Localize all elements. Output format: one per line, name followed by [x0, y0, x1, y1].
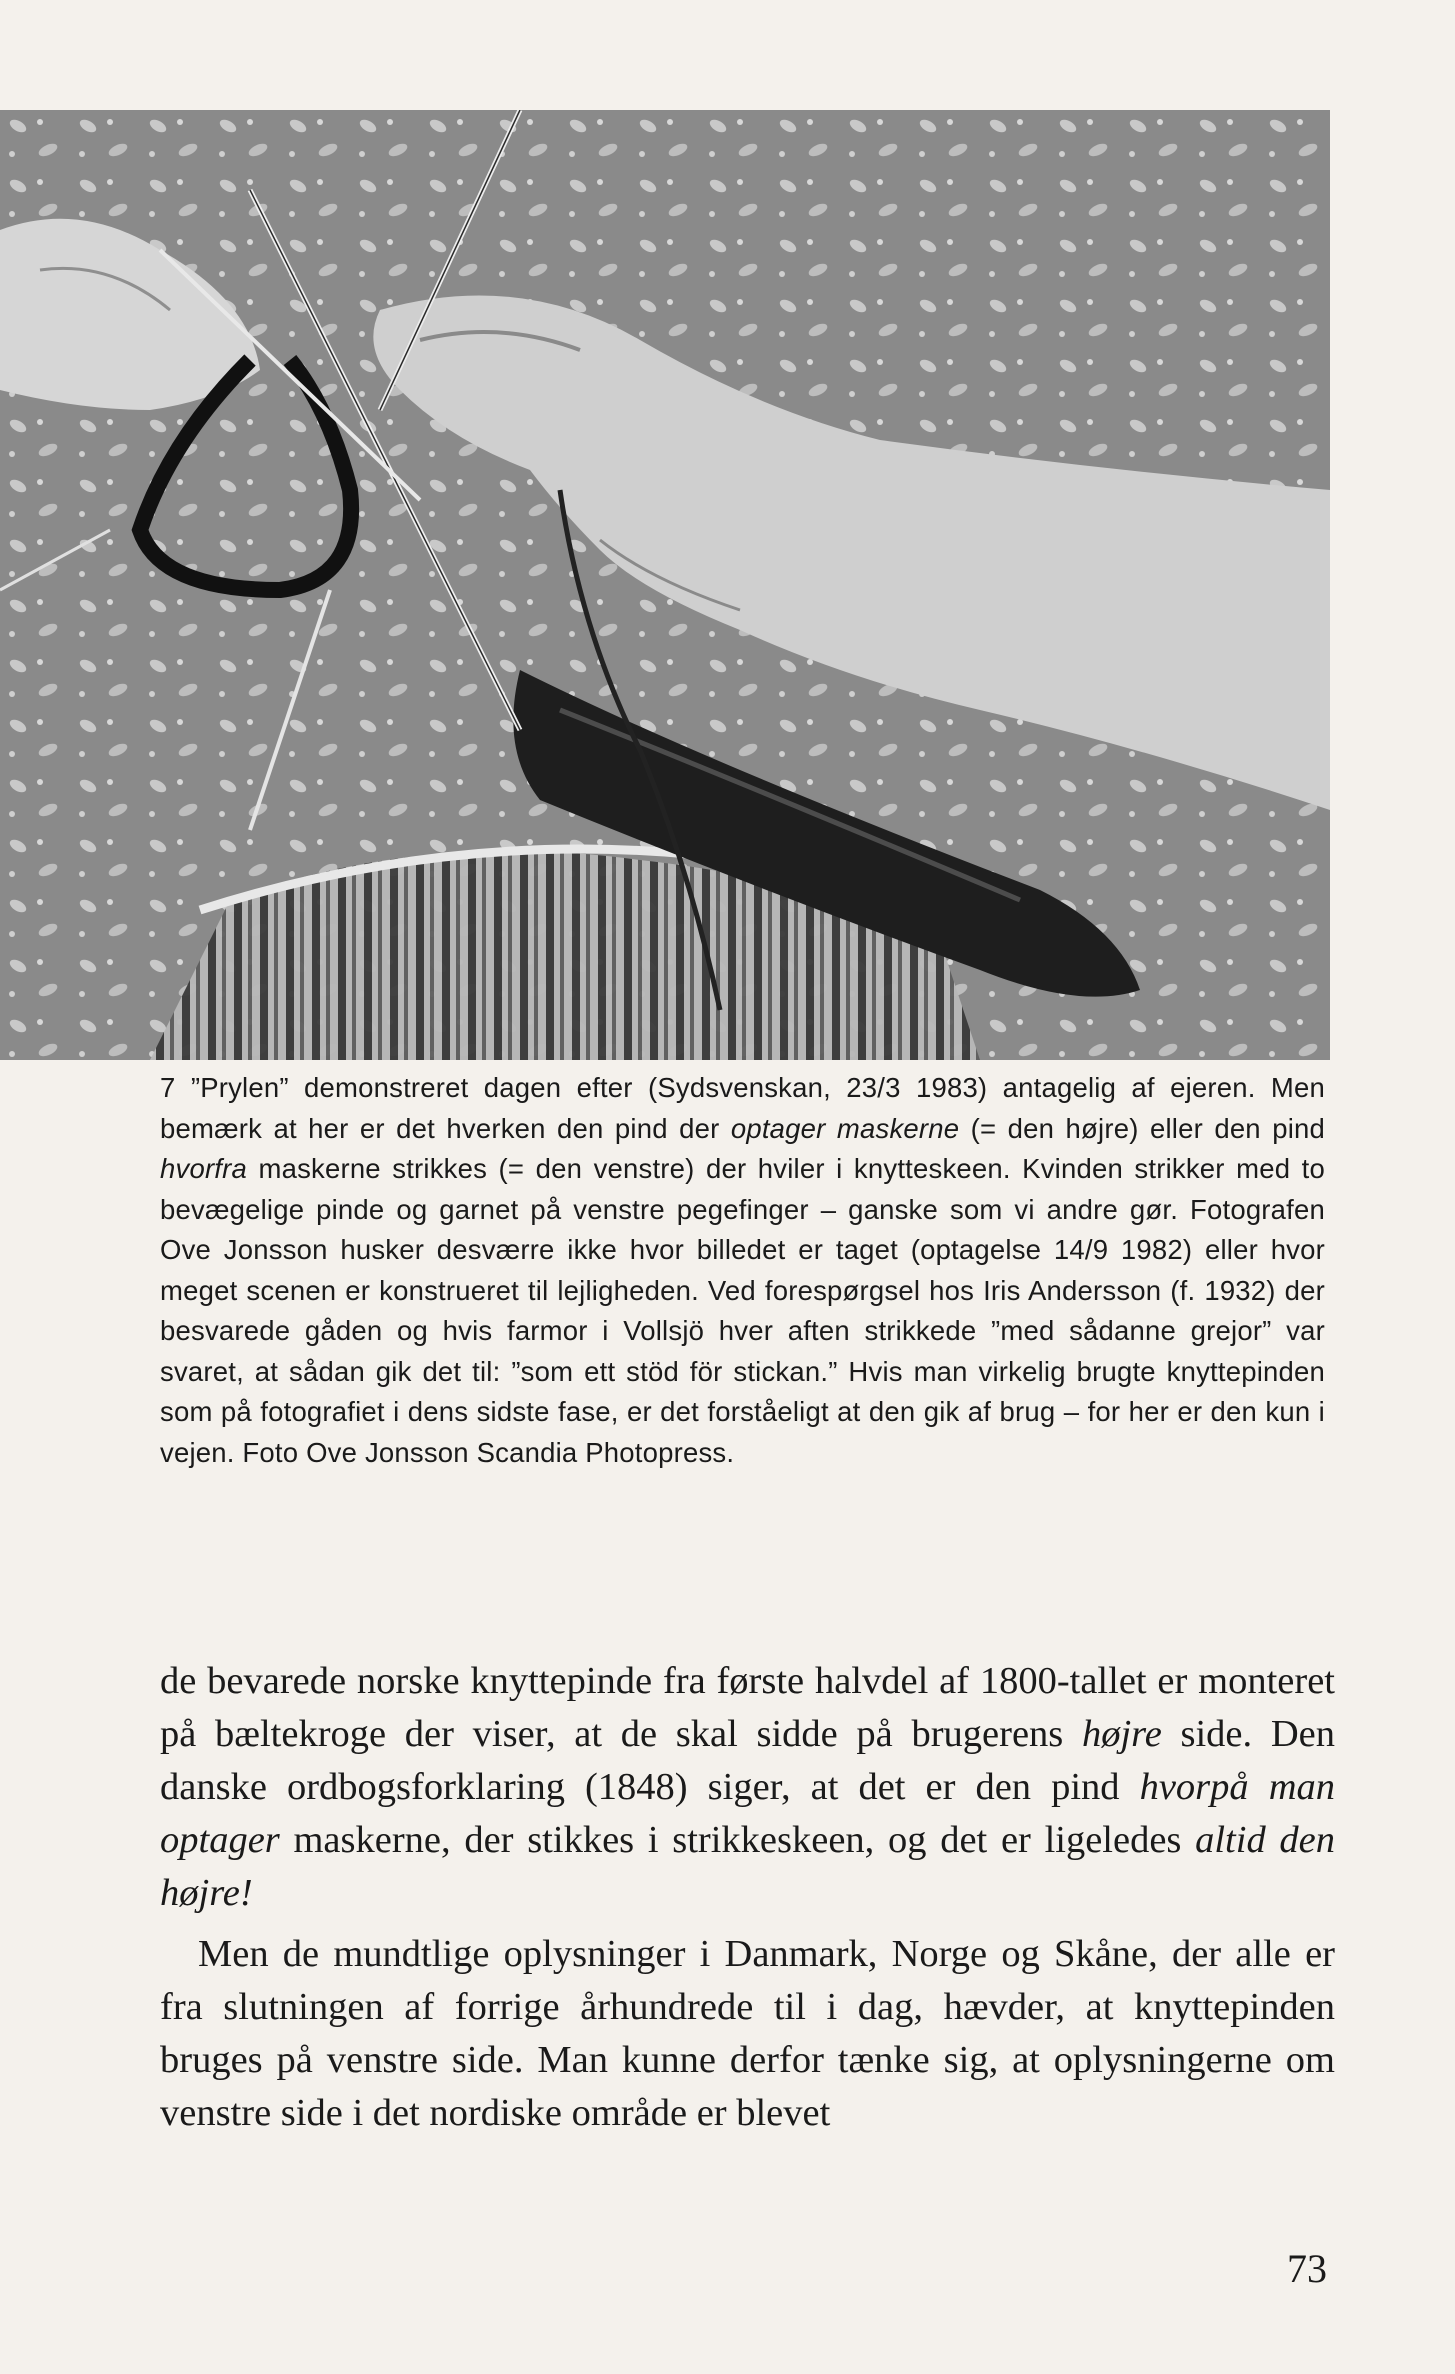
body-text-span: maskerne, der stikkes i strikkeskeen, og det er ligeledes	[279, 1819, 1196, 1861]
body-text	[160, 1655, 1335, 2140]
body-text-span: side. Den danske ordbogsforklaring (1848) siger, at det er den pind	[160, 1713, 1335, 1808]
caption-text: (= den højre) eller den pind	[959, 1112, 1325, 1144]
body-emphasis: altid den højre!	[160, 1819, 1335, 1914]
body-emphasis: hvorpå man optager	[160, 1766, 1336, 1861]
caption-text: ”Prylen” demonstreret dagen efter (Sydsvenskan, 23/3 1983) antagelig af ejeren. Men bemærk at her er det hverken den pind der	[160, 1072, 1325, 1144]
body-emphasis: højre	[1081, 1713, 1162, 1755]
photo-illustration	[0, 110, 1330, 1060]
figure-caption	[160, 1068, 1325, 1473]
page-number: 73	[1287, 2246, 1327, 2291]
body-text-span: de bevarede norske knyttepinde fra første halvdel af 1800-tallet er monteret på bæltekroge der viser, at de skal sidde på brugerens	[160, 1660, 1335, 1755]
caption-paragraph	[160, 1068, 1325, 1473]
knitting-photograph	[0, 110, 1330, 1060]
caption-text: maskerne strikkes (= den venstre) der hviler i knytteskeen. Kvinden strikker med to bevægelige pinde og garnet på venstre pegefinger – ganske som vi andre gør. Fotografen Ove Jonsson husker desværre ikke hvor billedet er taget (optagelse 14/9 1982) eller hvor meget scenen er konstrueret til lejligheden. Ved forespørgsel hos Iris Andersson (f. 1932) der besvarede gåden og hvis farmor i Vollsjö hver aften strikkede ”med sådanne grejor” var svaret, at sådan gik det til: ”som ett stöd för stickan.” Hvis man virkelig brugte knyttepinden som på fotografiet i dens sidste fase, er det forståeligt at den gik af brug – for her er den kun i vejen. Foto Ove Jonsson Scandia Photopress.	[160, 1153, 1325, 1468]
caption-emphasis: hvorfra	[160, 1153, 247, 1184]
body-paragraph-2: Men de mundtlige oplysninger i Danmark, Norge og Skåne, der alle er fra slutningen af forrige århundrede til i dag, hævder, at knyttepinden bruges på venstre side. Man kunne derfor tænke sig, at oplysningerne om venstre side i det nordiske område er blevet	[160, 1933, 1335, 2134]
body-paragraph-1	[160, 1655, 1335, 1920]
figure-number: 7	[160, 1072, 176, 1103]
caption-emphasis: optager maskerne	[730, 1112, 960, 1144]
